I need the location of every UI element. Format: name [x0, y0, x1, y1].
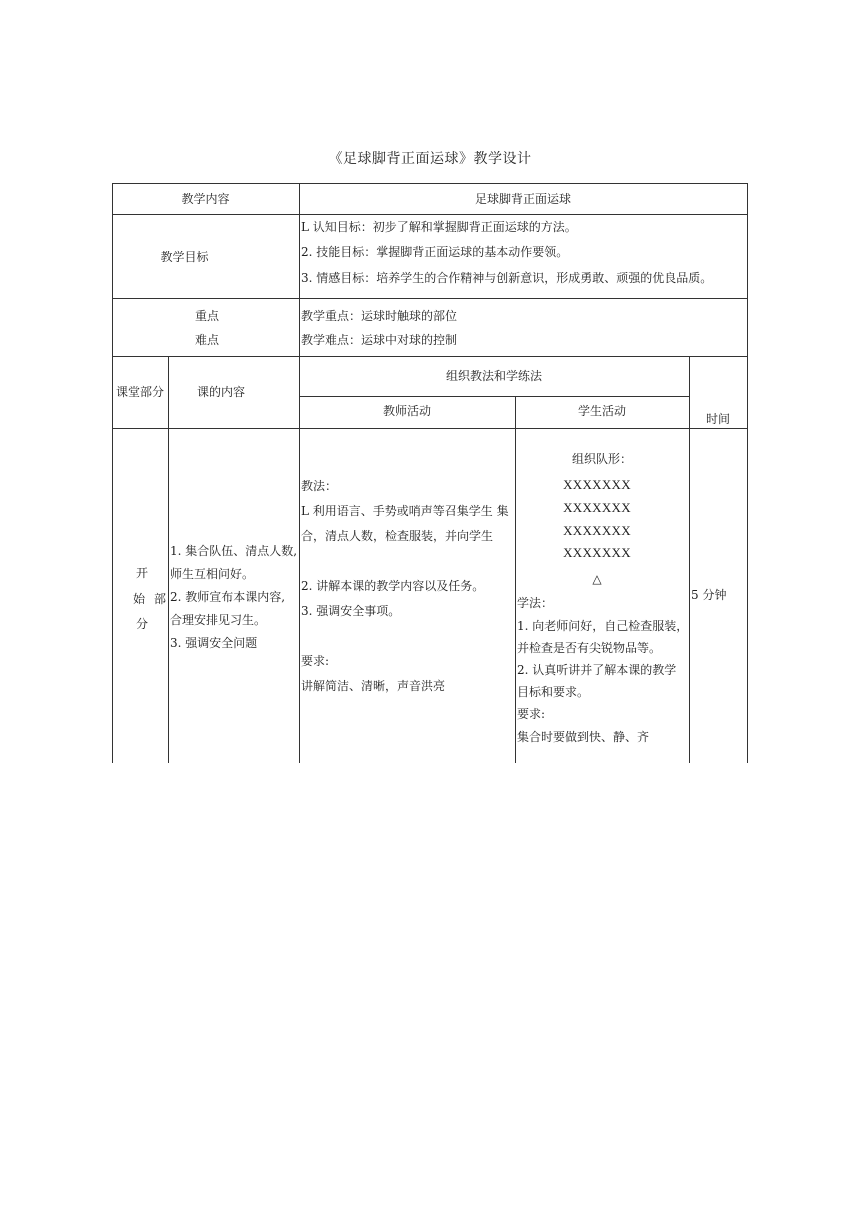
content-line: 合理安排见习生。 — [170, 613, 267, 627]
goals-label: 教学目标 — [160, 250, 209, 264]
teacher-position-triangle-icon: △ — [592, 572, 602, 586]
header-time: 时间 — [705, 412, 730, 426]
header-section: 课堂部分 — [115, 385, 164, 399]
student-line: 目标和要求。 — [517, 685, 590, 699]
content-line: 2. 教师宣布本课内容, — [170, 590, 286, 604]
teacher-line: 3. 强调安全事项。 — [301, 604, 401, 618]
key-point-text: 教学重点：运球时触球的部位 — [301, 309, 458, 323]
formation-label: 组织队形： — [571, 452, 632, 466]
goal-item-affective: 3. 情感目标：培养学生的合作精神与创新意识，形成勇敢、顽强的优良品质。 — [301, 271, 713, 285]
key-point-label: 重点 — [195, 309, 220, 323]
formation-row: XXXXXXX — [563, 500, 631, 515]
teacher-line: 合，清点人数，检查服装，并向学生 — [301, 529, 494, 543]
content-value: 足球脚背正面运球 — [474, 192, 571, 206]
content-line: 师生互相问好。 — [170, 567, 255, 581]
student-line: 集合时要做到快、静、齐 — [517, 730, 650, 744]
start-section-time: 5 分钟 — [691, 588, 727, 602]
goal-item-cognitive: L 认知目标：初步了解和掌握脚背正面运球的方法。 — [301, 220, 577, 234]
teacher-line: 要求: — [301, 654, 330, 668]
student-line: 学法： — [517, 596, 554, 610]
formation-row: XXXXXXX — [563, 523, 631, 538]
header-teacher: 教师活动 — [382, 404, 431, 418]
student-line: 2. 认真听讲并了解本课的教学 — [517, 663, 677, 677]
goal-item-skill: 2. 技能目标：掌握脚背正面运球的基本动作要领。 — [301, 245, 569, 259]
teacher-line: 教法： — [301, 479, 338, 493]
document-title: 《足球脚背正面运球》教学设计 — [328, 151, 532, 167]
header-student: 学生活动 — [577, 404, 626, 418]
teacher-line: 讲解简洁、清晰，声音洪亮 — [301, 679, 446, 693]
teacher-line: 2. 讲解本课的教学内容以及任务。 — [301, 579, 485, 593]
content-line: 1. 集合队伍、清点人数, — [170, 544, 298, 558]
student-line: 1. 向老师问好，自己检查服装， — [517, 619, 689, 633]
difficult-point-text: 教学难点：运球中对球的控制 — [301, 333, 458, 347]
student-line: 并检查是否有尖锐物品等。 — [517, 641, 662, 655]
content-label: 教学内容 — [181, 192, 230, 206]
student-line: 要求: — [517, 707, 546, 721]
content-line: 3. 强调安全问题 — [170, 636, 258, 650]
header-content: 课的内容 — [196, 385, 245, 399]
formation-row: XXXXXXX — [563, 477, 631, 492]
teacher-line: L 利用语言、手势或哨声等召集学生 集 — [301, 504, 509, 518]
difficult-point-label: 难点 — [195, 333, 220, 347]
header-methods: 组织教法和学练法 — [445, 369, 542, 383]
formation-row: XXXXXXX — [563, 545, 631, 560]
